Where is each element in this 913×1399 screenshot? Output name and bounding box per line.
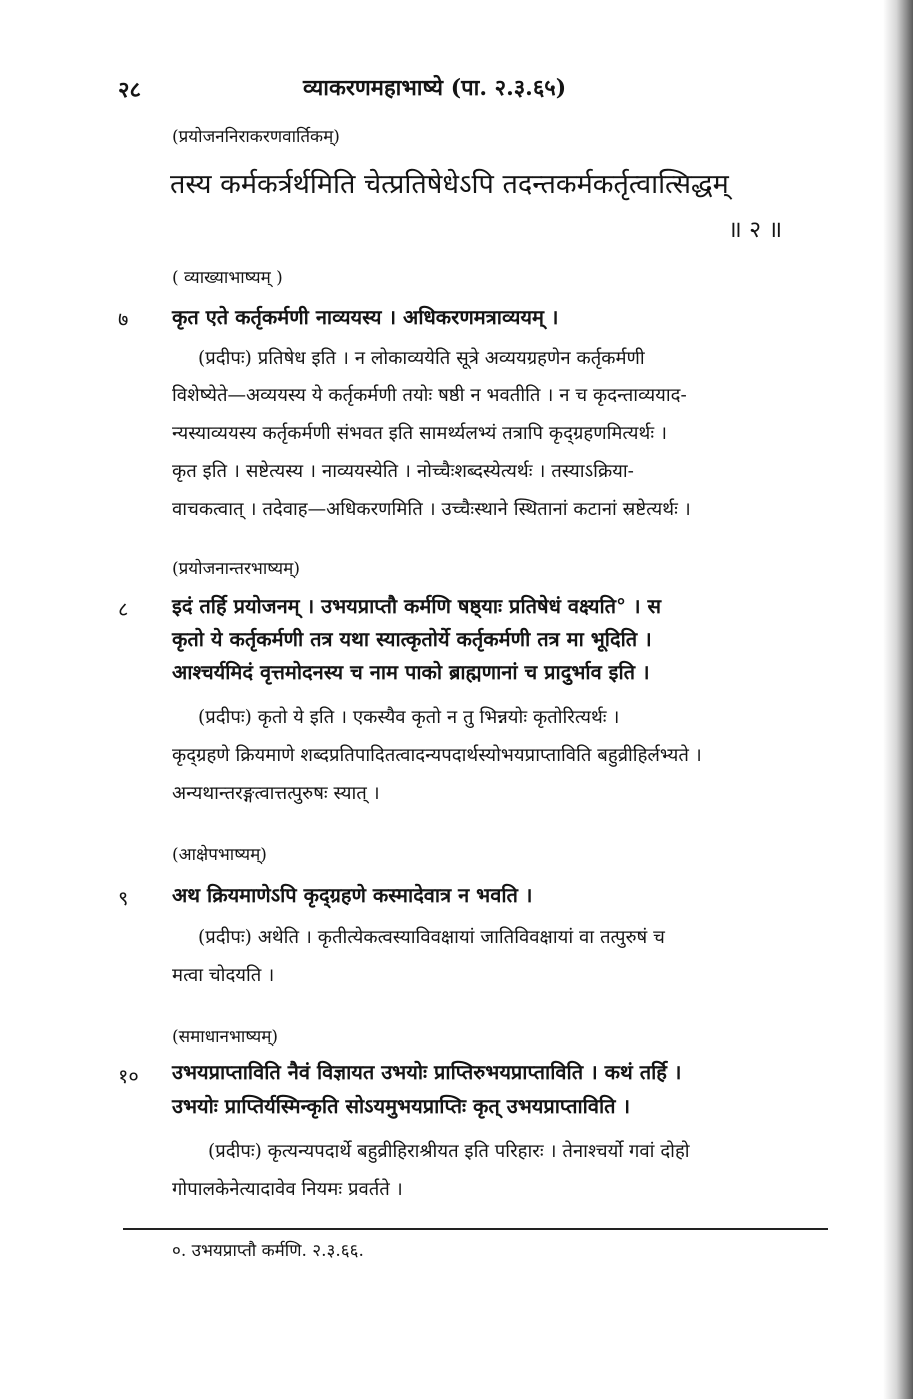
vartika-text: तस्य कर्मकर्त्रर्थमिति चेत्प्रतिषेधेऽपि तदन्तकर्मकर्तृत्वात्सिद्धम् [170, 169, 729, 200]
running-title: व्याकरणमहाभाष्ये (पा. २.३.६५) [303, 75, 567, 101]
section-label-samadhana: (समाधानभाष्यम्) [172, 1027, 279, 1047]
footnote: ०. उभयप्राप्तौ कर्मणि. २.३.६६. [172, 1241, 364, 1261]
scan-shadow-edge [883, 0, 913, 1399]
section-number-7: ७ [118, 307, 129, 331]
bhashya-line: उभयप्राप्ताविति नैवं विज्ञायत उभयोः प्राप्तिरुभयप्राप्ताविति । कथं तर्हि । [172, 1060, 682, 1084]
pradipa-line: अन्यथान्तरङ्गत्वात्तत्पुरुषः स्यात् । [172, 783, 380, 804]
pradipa-line: मत्वा चोदयति । [172, 965, 275, 986]
section-number-8: ८ [118, 597, 129, 621]
page-number: २८ [118, 77, 141, 103]
pradipa-line: (प्रदीपः) कृतो ये इति । एकस्यैव कृतो न तु भिन्नयोः कृतोरित्यर्थः । [198, 707, 620, 728]
bhashya-line: इदं तर्हि प्रयोजनम् । उभयप्राप्तौ कर्मणि षष्ठ्याः प्रतिषेधं वक्ष्यति° । स [172, 594, 662, 618]
bhashya-line: अथ क्रियमाणेऽपि कृद्ग्रहणे कस्मादेवात्र न भवति । [172, 883, 533, 907]
section-label-vyakhya: ( व्याख्याभाष्यम् ) [172, 268, 283, 288]
pradipa-line: (प्रदीपः) प्रतिषेध इति । न लोकाव्ययेति सूत्रे अव्ययग्रहणेन कर्तृकर्मणी [198, 348, 645, 369]
footnote-divider [123, 1228, 828, 1230]
vartika-number: ॥ २ ॥ [728, 217, 783, 243]
bhashya-line: उभयोः प्राप्तिर्यस्मिन्कृति सोऽयमुभयप्राप्तिः कृत् उभयप्राप्ताविति । [172, 1094, 631, 1118]
pradipa-line: गोपालकेनेत्यादावेव नियमः प्रवर्तते । [172, 1179, 403, 1200]
pradipa-line: (प्रदीपः) अथेति । कृतीत्येकत्वस्याविवक्षायां जातिविवक्षायां वा तत्पुरुषं च [198, 927, 665, 948]
bhashya-line: कृत एते कर्तृकर्मणी नाव्ययस्य । अधिकरणमत्राव्ययम् । [172, 305, 559, 329]
section-label-prayojanantara: (प्रयोजनान्तरभाष्यम्) [172, 559, 300, 579]
section-label-prayojana-nirakarana: (प्रयोजननिराकरणवार्तिकम्) [172, 127, 340, 147]
bhashya-line: आश्चर्यमिदं वृत्तमोदनस्य च नाम पाको ब्राह्मणानां च प्रादुर्भाव इति । [172, 660, 650, 684]
pradipa-line: न्यस्याव्ययस्य कर्तृकर्मणी संभवत इति सामर्थ्यलभ्यं तत्रापि कृद्ग्रहणमित्यर्थः । [172, 423, 667, 444]
section-number-9: ९ [118, 886, 129, 910]
pradipa-line: विशेष्येते—अव्ययस्य ये कर्तृकर्मणी तयोः षष्ठी न भवतीति । न च कृदन्ताव्ययाद- [172, 385, 687, 406]
pradipa-line: वाचकत्वात् । तदेवाह—अधिकरणमिति । उच्चैःस्थाने स्थितानां कटानां स्रष्टेत्यर्थः । [172, 499, 691, 520]
pradipa-line: (प्रदीपः) कृत्यन्यपदार्थे बहुव्रीहिराश्रीयत इति परिहारः । तेनाश्चर्यो गवां दोहो [208, 1141, 690, 1162]
section-label-akshepa: (आक्षेपभाष्यम्) [172, 845, 267, 865]
pradipa-line: कृद्ग्रहणे क्रियमाणे शब्दप्रतिपादितत्वादन्यपदार्थस्योभयप्राप्ताविति बहुव्रीहिर्लभ्यते । [172, 745, 702, 766]
bhashya-line: कृतो ये कर्तृकर्मणी तत्र यथा स्यात्कृतोर्ये कर्तृकर्मणी तत्र मा भूदिति । [172, 627, 652, 651]
section-number-10: १० [118, 1064, 139, 1088]
pradipa-line: कृत इति । सष्टेत्यस्य । नाव्ययस्येति । नोच्चैःशब्दस्येत्यर्थः । तस्याऽक्रिया- [172, 461, 634, 482]
